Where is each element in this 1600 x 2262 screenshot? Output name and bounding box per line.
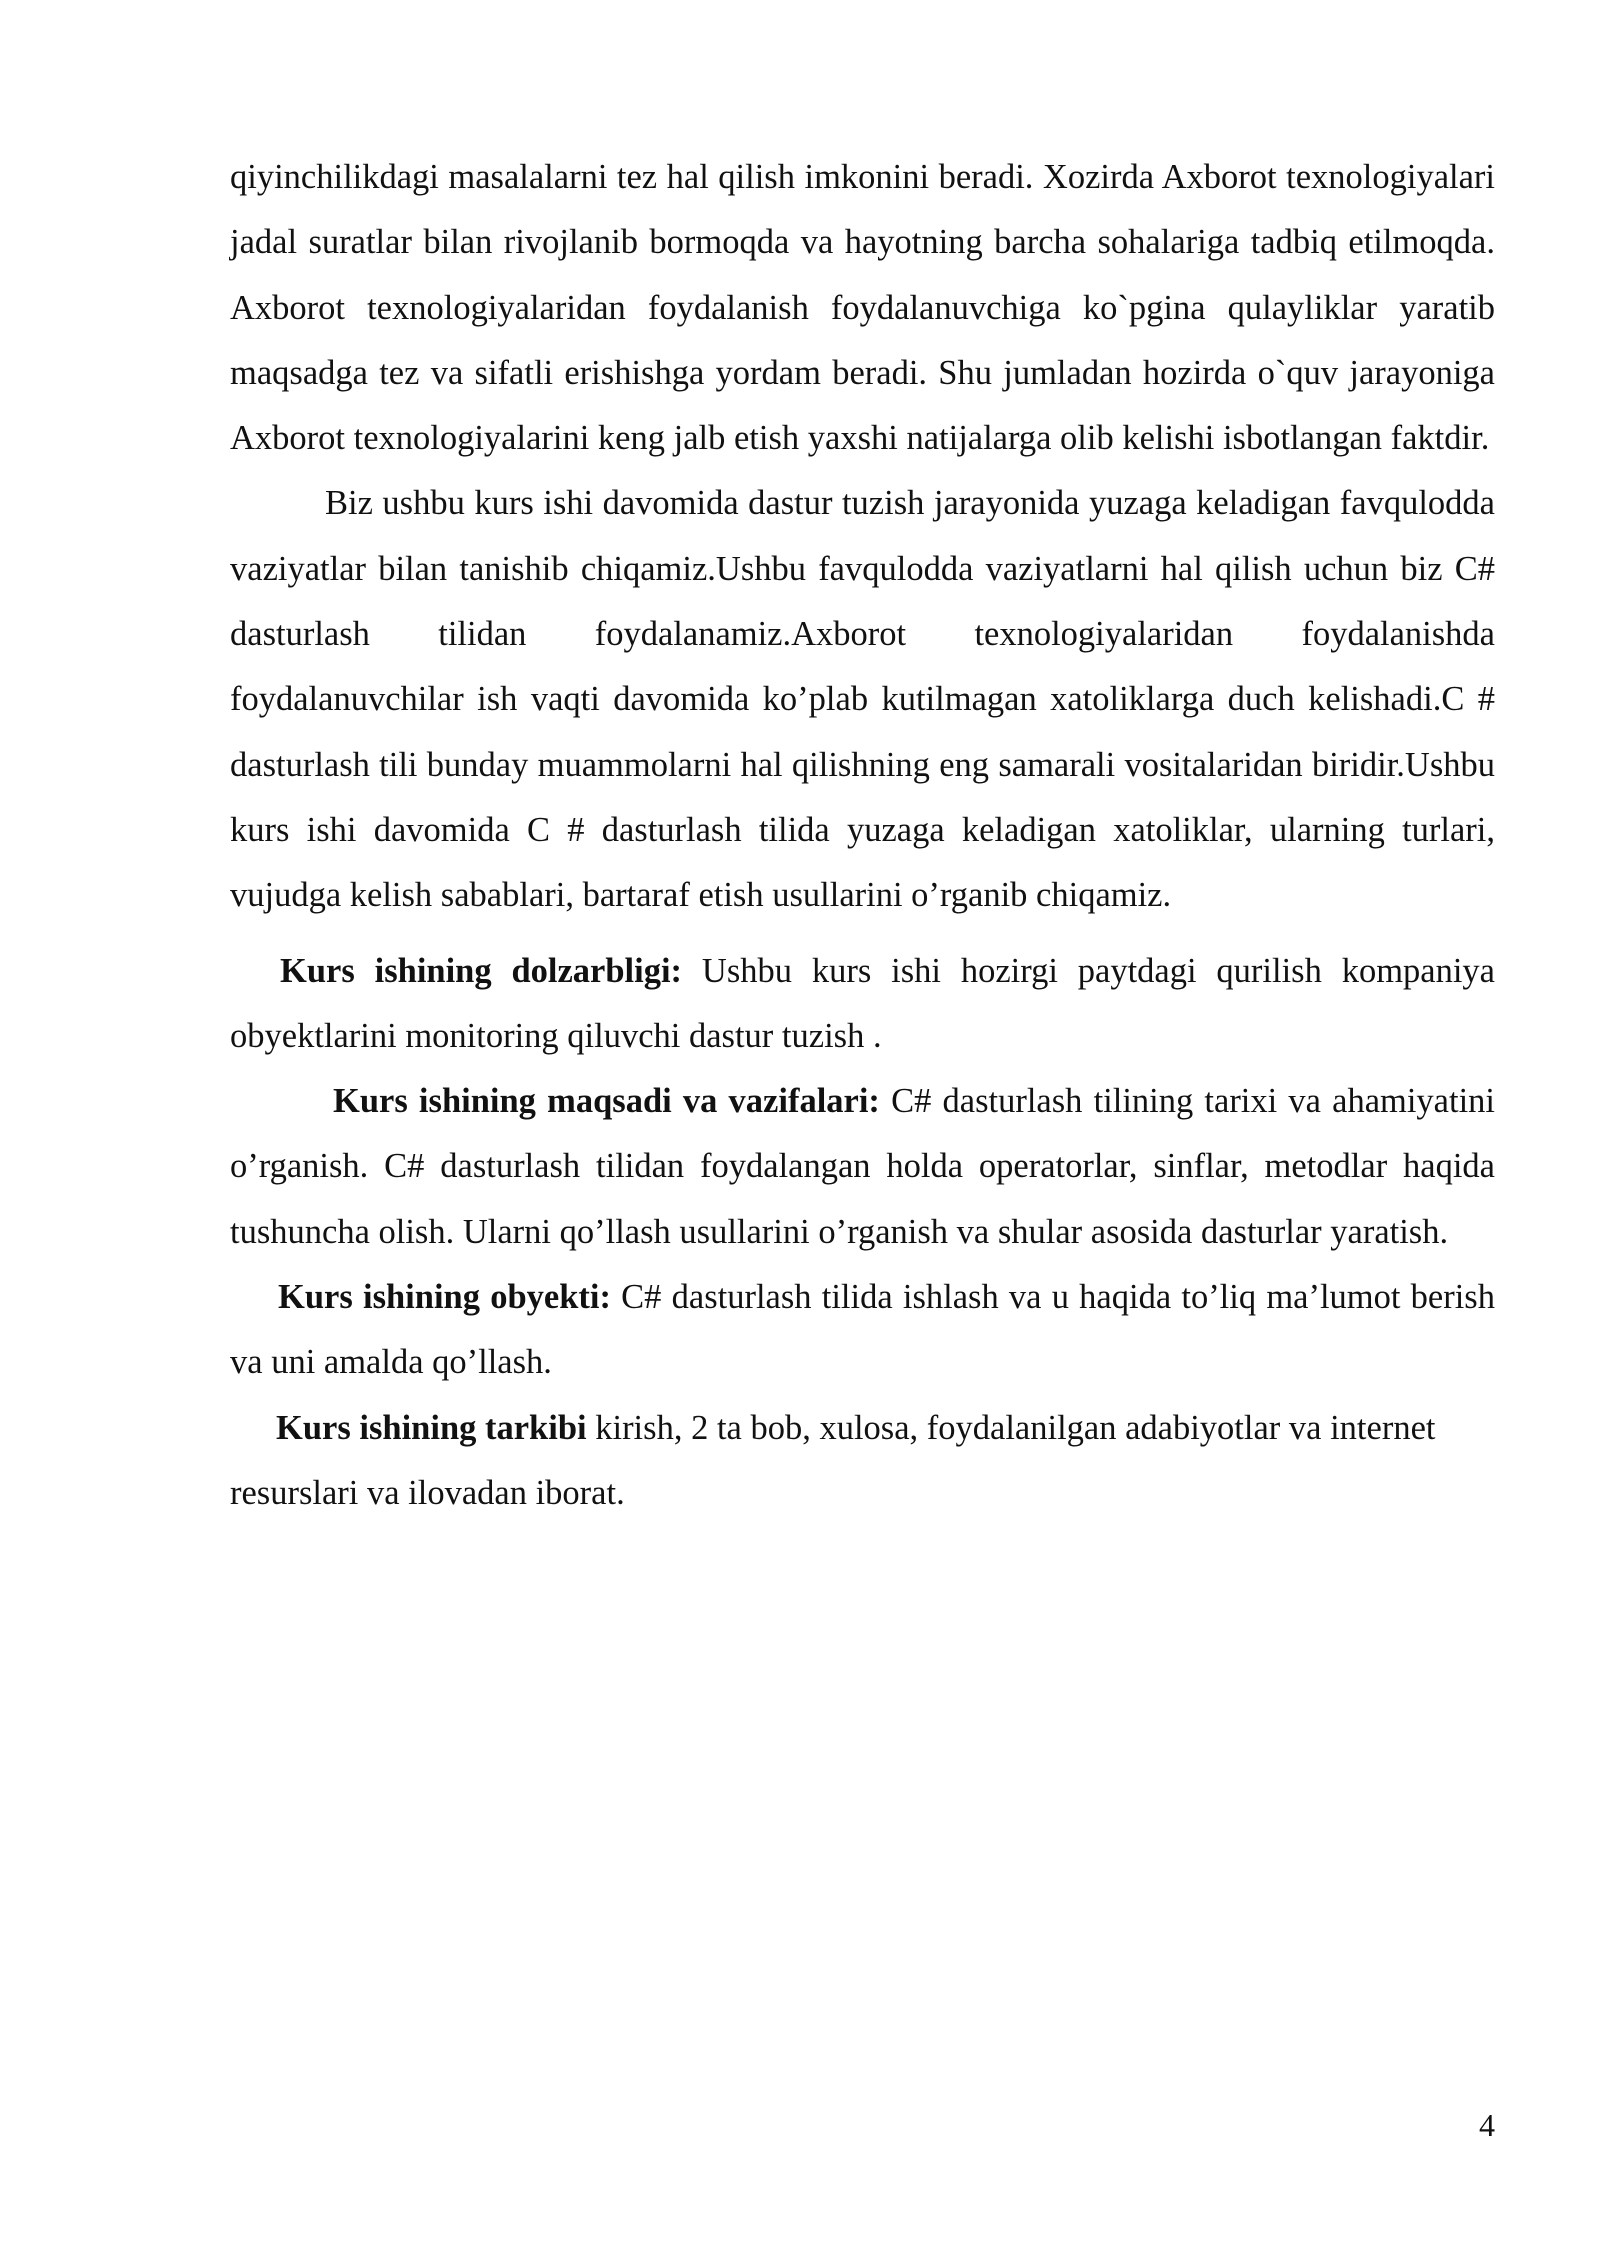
paragraph-text: C# dasturlash tilining tarixi va ahamiyatini o’rganish. C# dasturlash tilidan foydalangan holda operatorlar, sinflar, metodlar haqida tushuncha olish. Ularni qo’llash usullarini o’rganish va shular asosida dasturlar yaratish. bbox=[230, 1082, 1495, 1251]
paragraph-text: Ushbu kurs ishi hozirgi paytdagi qurilish kompaniya obyektlarini monitoring qiluvchi dastur tuzish . bbox=[230, 951, 1495, 1055]
section-heading-goals: Kurs ishining maqsadi va vazifalari: bbox=[333, 1082, 880, 1121]
paragraph-object bbox=[230, 1265, 1495, 1396]
paragraph-course-overview bbox=[230, 471, 1495, 928]
page-number: 4 bbox=[1479, 2107, 1495, 2143]
paragraph-relevance bbox=[230, 939, 1495, 1070]
paragraph-intro-continuation bbox=[230, 145, 1495, 471]
paragraph-text: kirish, 2 ta bob, xulosa, foydalanilgan adabiyotlar va internet resurslari va ilovadan iborat. bbox=[230, 1408, 1436, 1512]
paragraph-structure bbox=[230, 1396, 1495, 1527]
body-text bbox=[230, 145, 1495, 1526]
section-heading-object: Kurs ishining obyekti: bbox=[278, 1278, 611, 1317]
paragraph-text: Biz ushbu kurs ishi davomida dastur tuzish jarayonida yuzaga keladigan favqulodda vaziyatlar bilan tanishib chiqamiz.Ushbu favqulodda vaziyatlarni hal qilish uchun biz C# dasturlash tilidan foydalanamiz.Axborot texnologiyalaridan foydalanishda foydalanuvchilar ish vaqti davomida ko’plab kutilmagan xatoliklarga duch kelishadi.C # dasturlash tili bunday muammolarni hal qilishning eng samarali vositalaridan biridir.Ushbu kurs ishi davomida C # dasturlash tilida yuzaga keladigan xatoliklar, ularning turlari, vujudga kelish sabablari, bartaraf etish usullarini o’rganib chiqamiz. bbox=[230, 484, 1495, 915]
paragraph-text: qiyinchilikdagi masalalarni tez hal qilish imkonini beradi. Xozirda Axborot texnologiyalari jadal suratlar bilan rivojlanib bormoqda va hayotning barcha sohalariga tadbiq etilmoqda. Axborot texnologiyalaridan foydalanish foydalanuvchiga ko`pgina qulayliklar yaratib maqsadga tez va sifatli erishishga yordam beradi. Shu jumladan hozirda o`quv jarayoniga Axborot texnologiyalarini keng jalb etish yaxshi natijalarga olib kelishi isbotlangan faktdir. bbox=[230, 158, 1495, 458]
section-heading-structure: Kurs ishining tarkibi bbox=[276, 1408, 587, 1447]
paragraph-goals bbox=[230, 1069, 1495, 1265]
section-heading-relevance: Kurs ishining dolzarbligi: bbox=[280, 951, 683, 990]
paragraph-text: C# dasturlash tilida ishlash va u haqida to’liq ma’lumot berish va uni amalda qo’llash. bbox=[230, 1278, 1495, 1382]
